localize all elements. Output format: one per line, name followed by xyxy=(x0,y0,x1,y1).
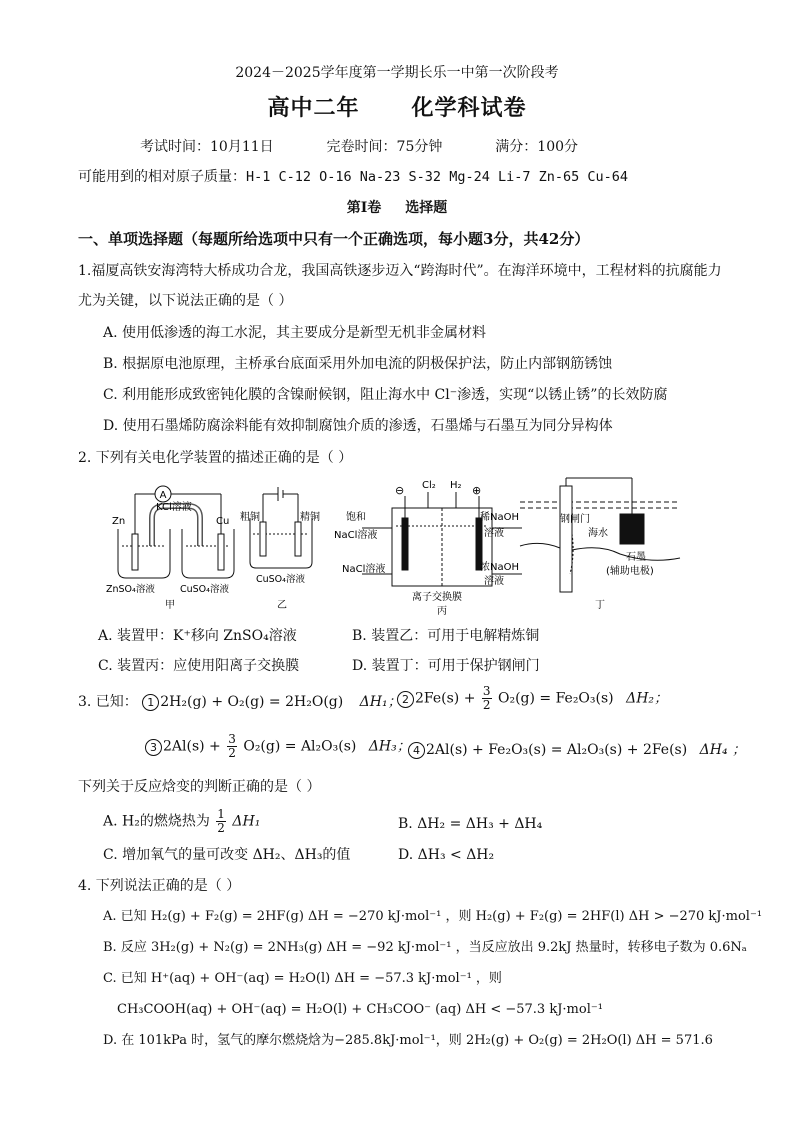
fig-jia-salt-bridge: KCl溶液 xyxy=(156,502,192,513)
q4-option-d: D. 在 101kPa 时，氢气的摩尔燃烧焓为−285.8kJ·mol⁻¹，则 2H₂(g) + O₂(g) = 2H₂O(l) ΔH = 571.6 xyxy=(103,1033,713,1048)
q3-option-a: A. H₂的燃烧热为 $\frac{1}{2}$ ΔH₁ xyxy=(103,807,261,835)
figure-yi xyxy=(250,487,312,568)
q3-prefix: 3. 已知： xyxy=(78,694,138,710)
reaction-4-number: 4 xyxy=(408,742,425,759)
q2-stem: 2. 下列有关电化学装置的描述正确的是（ ） xyxy=(78,450,353,466)
q1-option-c: C. 利用能形成致密钝化膜的含镍耐候钢，阻止海水中 Cl⁻渗透，实现“以锈止锈”的长效防腐 xyxy=(103,387,668,403)
fig-bing-h2: H₂ xyxy=(450,480,462,491)
subject-label: 化学科试卷 xyxy=(411,95,527,121)
q4-option-c-line2: CH₃COOH(aq) + OH⁻(aq) = H₂O(l) + CH₃COO⁻ (aq) ΔH < −57.3 kJ·mol⁻¹ xyxy=(117,1002,603,1017)
q4-option-c-line1: C. 已知 H⁺(aq) + OH⁻(aq) = H₂O(l) ΔH = −57.3 kJ·mol⁻¹ ，则 xyxy=(103,971,502,986)
fig-jia-left-solution: ZnSO₄溶液 xyxy=(106,584,155,595)
q3-option-b: B. ΔH₂ = ΔH₃ + ΔH₄ xyxy=(398,816,543,832)
q4-option-a: A. 已知 H₂(g) + F₂(g) = 2HF(g) ΔH = −270 kJ·mol⁻¹ ，则 H₂(g) + F₂(g) = 2HF(l) ΔH > −270 kJ·mol⁻¹ xyxy=(103,909,763,924)
reaction-1-number: 1 xyxy=(142,694,159,711)
q1-stem-line1: 1.福厦高铁安海湾特大桥成功合龙，我国高铁逐步迈入“跨海时代”。在海洋环境中，工程材料的抗腐能力 xyxy=(78,263,722,279)
exam-duration: 完卷时间：75分钟 xyxy=(326,139,443,155)
atomic-masses-list: H-1 C-12 O-16 Na-23 S-32 Mg-24 Li-7 Zn-65 Cu-64 xyxy=(246,169,629,185)
fig-ding-gate: 钢闸门 xyxy=(560,514,590,525)
fig-bing-out-right-1: 浓NaOH xyxy=(480,562,519,573)
fig-jia-right-solution: CuSO₄溶液 xyxy=(180,584,229,595)
q4-option-b: B. 反应 3H₂(g) + N₂(g) = 2NH₃(g) ΔH = −92 kJ·mol⁻¹ ，当反应放出 9.2kJ 热量时，转移电子数为 0.6Nₐ xyxy=(103,940,747,955)
q1-stem-line2: 尤为关键，以下说法正确的是（ ） xyxy=(78,293,293,309)
volume-heading xyxy=(0,199,794,217)
reaction-2-number: 2 xyxy=(397,691,414,708)
fig-yi-solution: CuSO₄溶液 xyxy=(256,574,305,585)
fig-bing-out-right-2: 溶液 xyxy=(484,576,504,587)
q2-figures xyxy=(100,474,700,620)
fig-ding-caption: 丁 xyxy=(595,600,605,611)
atomic-masses xyxy=(78,168,628,186)
q4-stem: 4. 下列说法正确的是（ ） xyxy=(78,878,241,894)
fig-jia-zn: Zn xyxy=(112,516,126,527)
fig-jia-ammeter: A xyxy=(159,490,167,501)
fig-bing-out-left: NaCl溶液 xyxy=(342,564,386,575)
exam-info xyxy=(140,138,578,156)
exam-full-score: 满分：100分 xyxy=(495,139,579,155)
fig-bing-in-right-1: 稀NaOH xyxy=(480,512,519,523)
q3-reaction-4: 4 2Al(s) + Fe₂O₃(s) = Al₂O₃(s) + 2Fe(s) ΔH₄ ； xyxy=(408,741,746,759)
fig-bing-cl2: Cl₂ xyxy=(422,480,436,491)
q3-reaction-3: 3 2Al(s) + $\frac{3}{2}$ O₂(g) = Al₂O₃(s) ΔH₃； xyxy=(145,733,411,760)
q1-option-b: B. 根据原电池原理，主桥承台底面采用外加电流的阴极保护法，防止内部钢筋锈蚀 xyxy=(103,356,613,372)
atomic-masses-label: 可能用到的相对原子质量： xyxy=(78,169,246,185)
q2-option-d: D. 装置丁：可用于保护钢闸门 xyxy=(352,658,540,674)
fig-yi-pure-copper: 精铜 xyxy=(300,512,320,523)
fig-yi-crude-copper: 粗铜 xyxy=(240,512,260,523)
q3-reaction-2: 2 2Fe(s) + $\frac{3}{2}$ O₂(g) = Fe₂O₃(s) ΔH₂； xyxy=(397,685,668,712)
q1-option-a: A. 使用低渗透的海工水泥，其主要成分是新型无机非金属材料 xyxy=(103,325,487,341)
fig-bing-minus: ⊖ xyxy=(395,484,405,497)
fig-jia-cu: Cu xyxy=(216,516,230,527)
q3-option-c: C. 增加氧气的量可改变 ΔH₂、ΔH₃的值 xyxy=(103,847,351,863)
fig-ding-aux: (辅助电极) xyxy=(606,566,654,577)
fig-bing-plus: ⊕ xyxy=(472,484,482,497)
fig-yi-caption: 乙 xyxy=(277,600,287,611)
q3-reactions-row1 xyxy=(78,693,402,711)
q2-option-a: A. 装置甲：K⁺移向 ZnSO₄溶液 xyxy=(98,628,297,644)
section-title: 一、单项选择题（每题所给选项中只有一个正确选项，每小题3分，共42分） xyxy=(78,230,590,248)
fig-ding-graphite: 石墨 xyxy=(626,552,646,563)
exam-term-title: 2024－2025学年度第一学期长乐一中第一次阶段考 xyxy=(235,65,559,81)
reaction-3-number: 3 xyxy=(145,739,162,756)
reaction-1: 2H₂(g) + O₂(g) = 2H₂O(g) xyxy=(160,694,344,710)
fig-bing-membrane: 离子交换膜 xyxy=(412,592,462,603)
volume-name: 选择题 xyxy=(405,200,448,216)
fig-bing-in-left-1: 饱和 xyxy=(346,512,366,523)
fig-jia-caption: 甲 xyxy=(165,600,175,611)
volume-number: 第Ⅰ卷 xyxy=(346,200,382,216)
q3-question: 下列关于反应焓变的判断正确的是（ ） xyxy=(78,779,321,795)
q2-option-b: B. 装置乙：可用于电解精炼铜 xyxy=(352,628,540,644)
reaction-1-dh: ΔH₁； xyxy=(359,694,402,710)
exam-date: 考试时间：10月11日 xyxy=(140,139,274,155)
grade-label: 高中二年 xyxy=(267,95,360,121)
figure-jia xyxy=(118,486,234,578)
q2-option-c: C. 装置丙：应使用阳离子交换膜 xyxy=(98,658,300,674)
fig-bing-in-left-2: NaCl溶液 xyxy=(334,530,378,541)
fig-bing-caption: 丙 xyxy=(437,606,447,617)
exam-main-title xyxy=(0,94,794,122)
q1-option-d: D. 使用石墨烯防腐涂料能有效抑制腐蚀介质的渗透，石墨烯与石墨互为同分异构体 xyxy=(103,418,613,434)
q3-option-d: D. ΔH₃ < ΔH₂ xyxy=(398,847,495,863)
fig-ding-water: 海水 xyxy=(588,528,608,539)
fig-bing-in-right-2: 溶液 xyxy=(484,528,504,539)
